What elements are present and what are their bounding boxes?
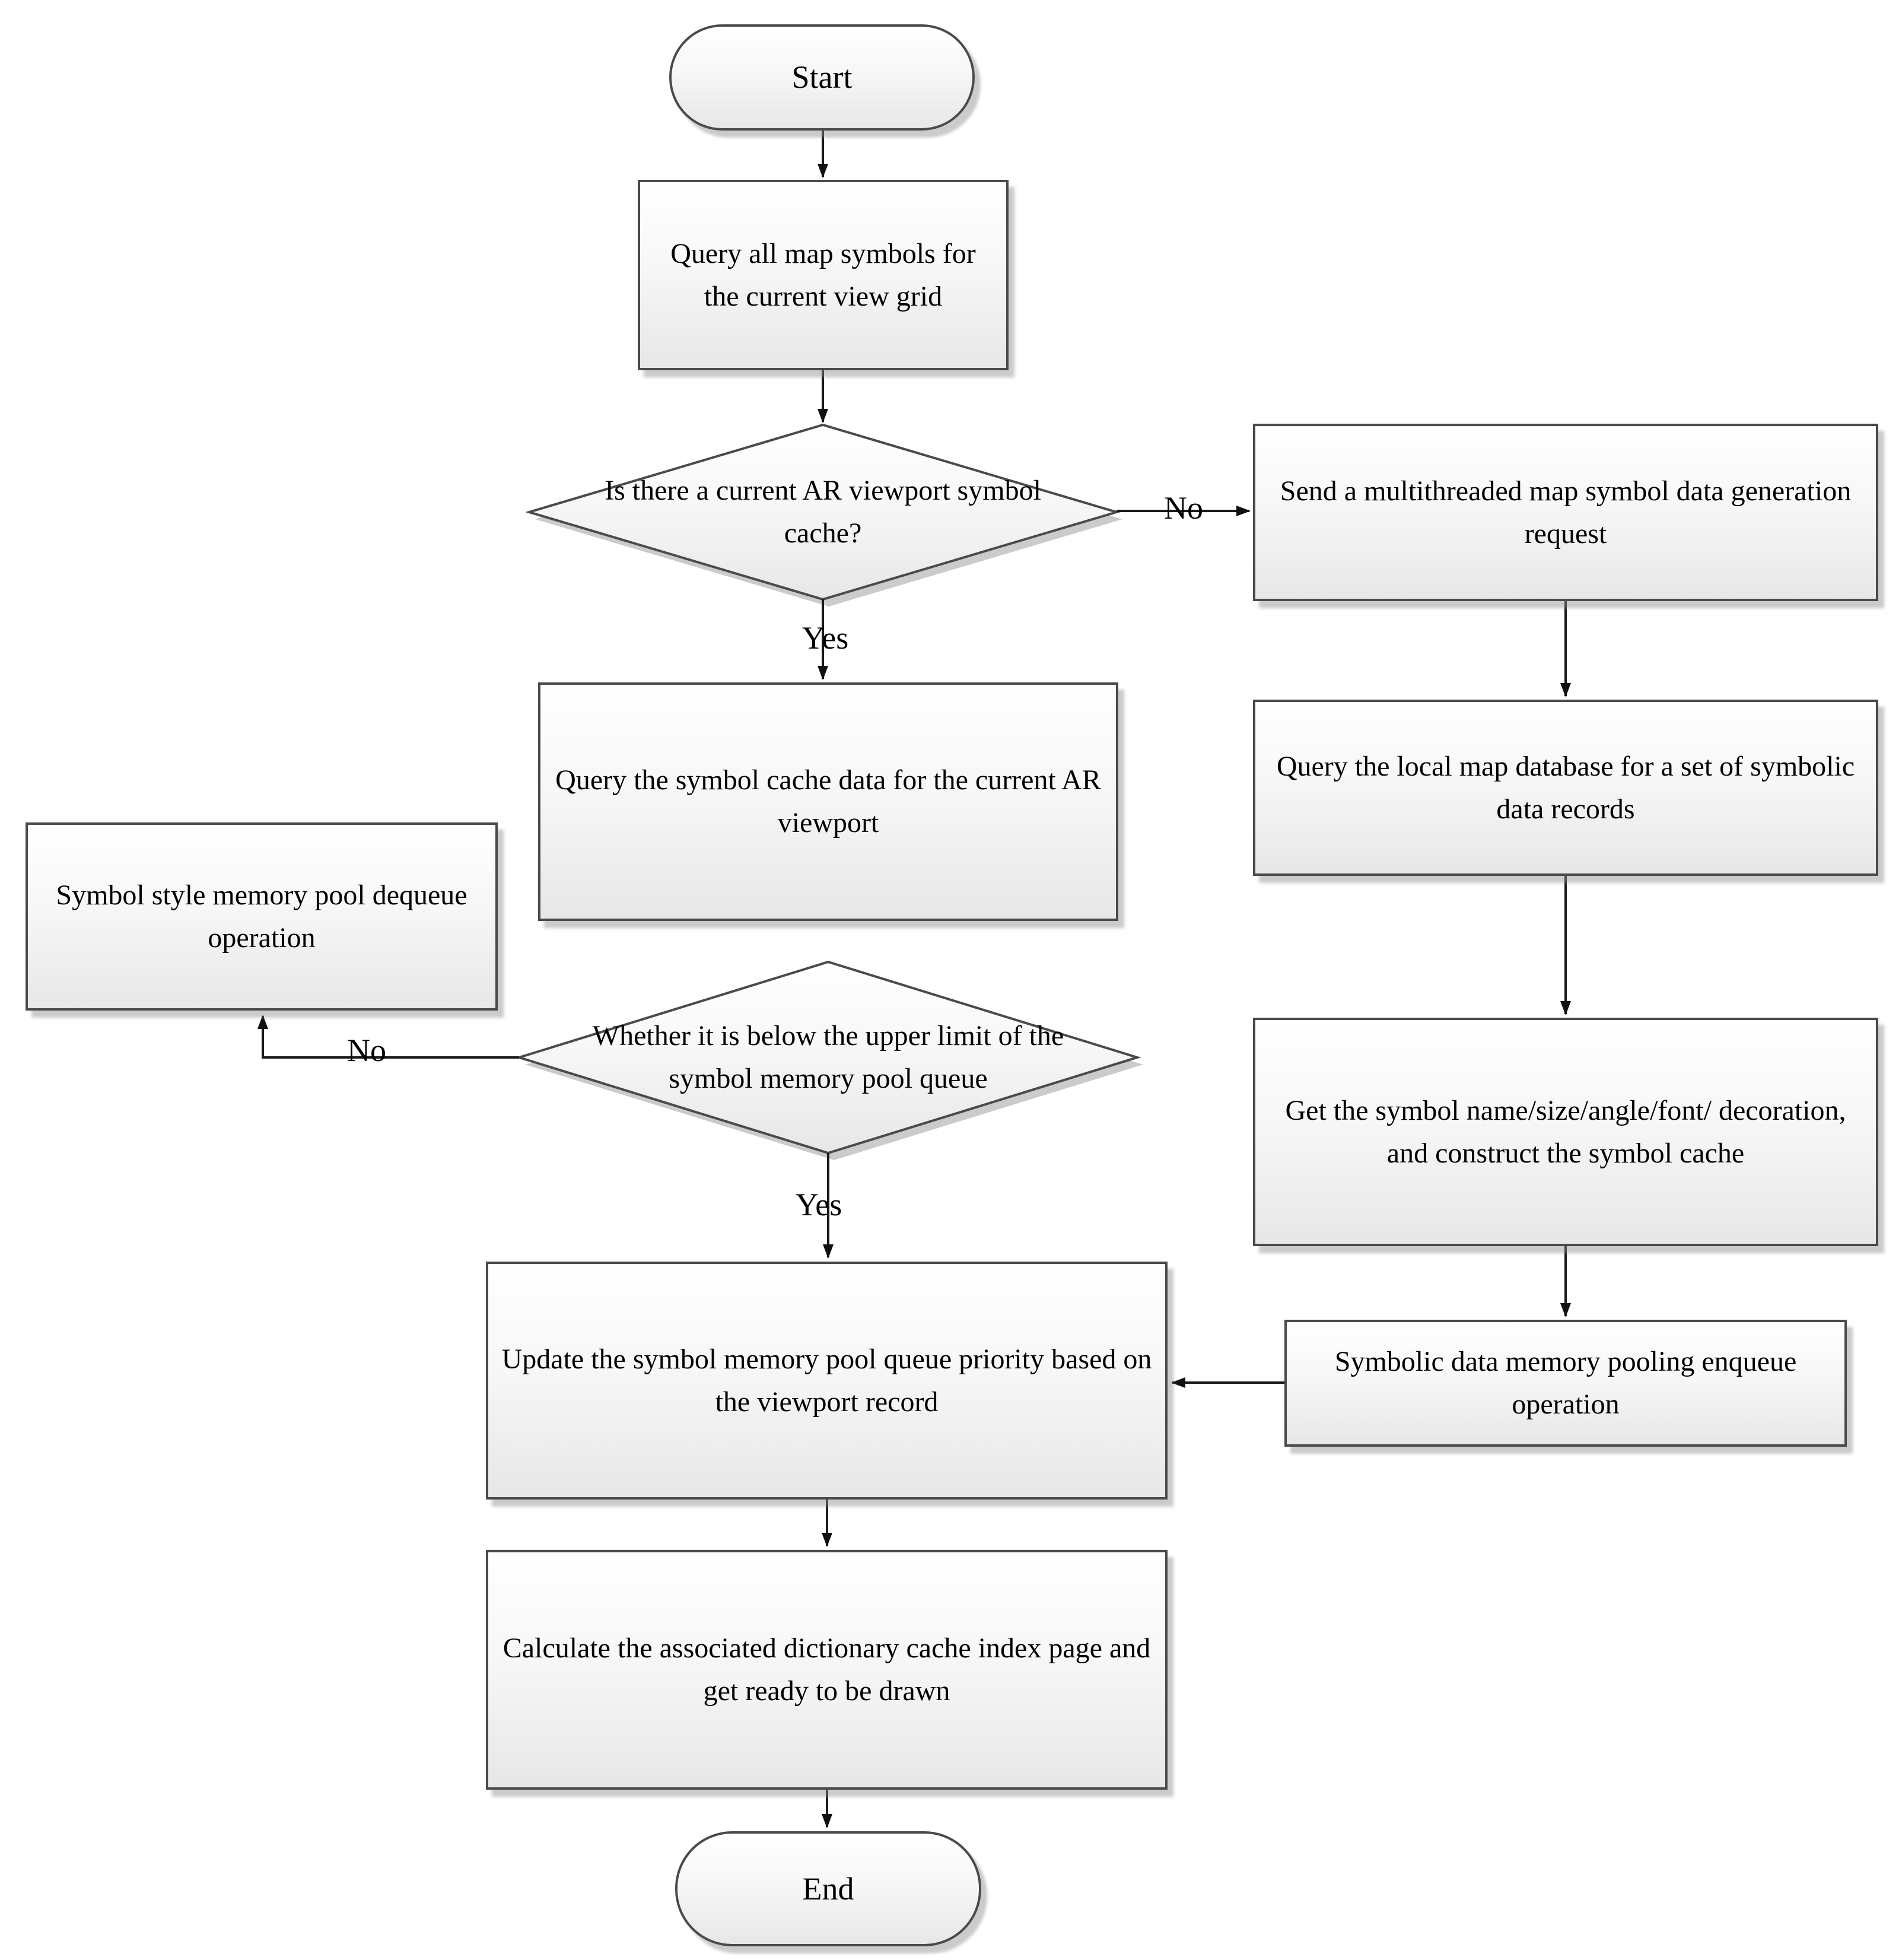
- node-dequeue: Symbol style memory pool dequeue operation: [26, 822, 498, 1011]
- node-update-priority: Update the symbol memory pool queue priority based on the viewport record: [486, 1262, 1168, 1500]
- edge-label-has-cache-no: No: [1164, 490, 1203, 526]
- decision-below-limit-label: Whether it is below the upper limit of the symbol memory pool queue: [592, 1020, 1064, 1094]
- node-send-request: Send a multithreaded map symbol data generation request: [1253, 424, 1878, 601]
- node-get-symbol: Get the symbol name/size/angle/font/ decoration, and construct the symbol cache: [1253, 1018, 1878, 1246]
- edge-label-below-limit-no: No: [347, 1033, 386, 1068]
- node-query-cache: Query the symbol cache data for the current AR viewport: [538, 682, 1118, 921]
- node-query-view-grid: Query all map symbols for the current view grid: [638, 180, 1009, 370]
- node-calc-index: Calculate the associated dictionary cache index page and get ready to be drawn: [486, 1550, 1168, 1790]
- node-end: End: [675, 1831, 981, 1946]
- node-enqueue: Symbolic data memory pooling enqueue operation: [1284, 1320, 1847, 1447]
- node-start: Start: [669, 24, 975, 131]
- edge-below-limit-no: [263, 1016, 519, 1057]
- decision-has-cache-label: Is there a current AR viewport symbol cache?: [605, 475, 1041, 549]
- edge-label-has-cache-yes: Yes: [801, 620, 849, 656]
- edge-label-below-limit-yes: Yes: [795, 1187, 842, 1222]
- node-query-local-db: Query the local map database for a set of symbolic data records: [1253, 700, 1878, 876]
